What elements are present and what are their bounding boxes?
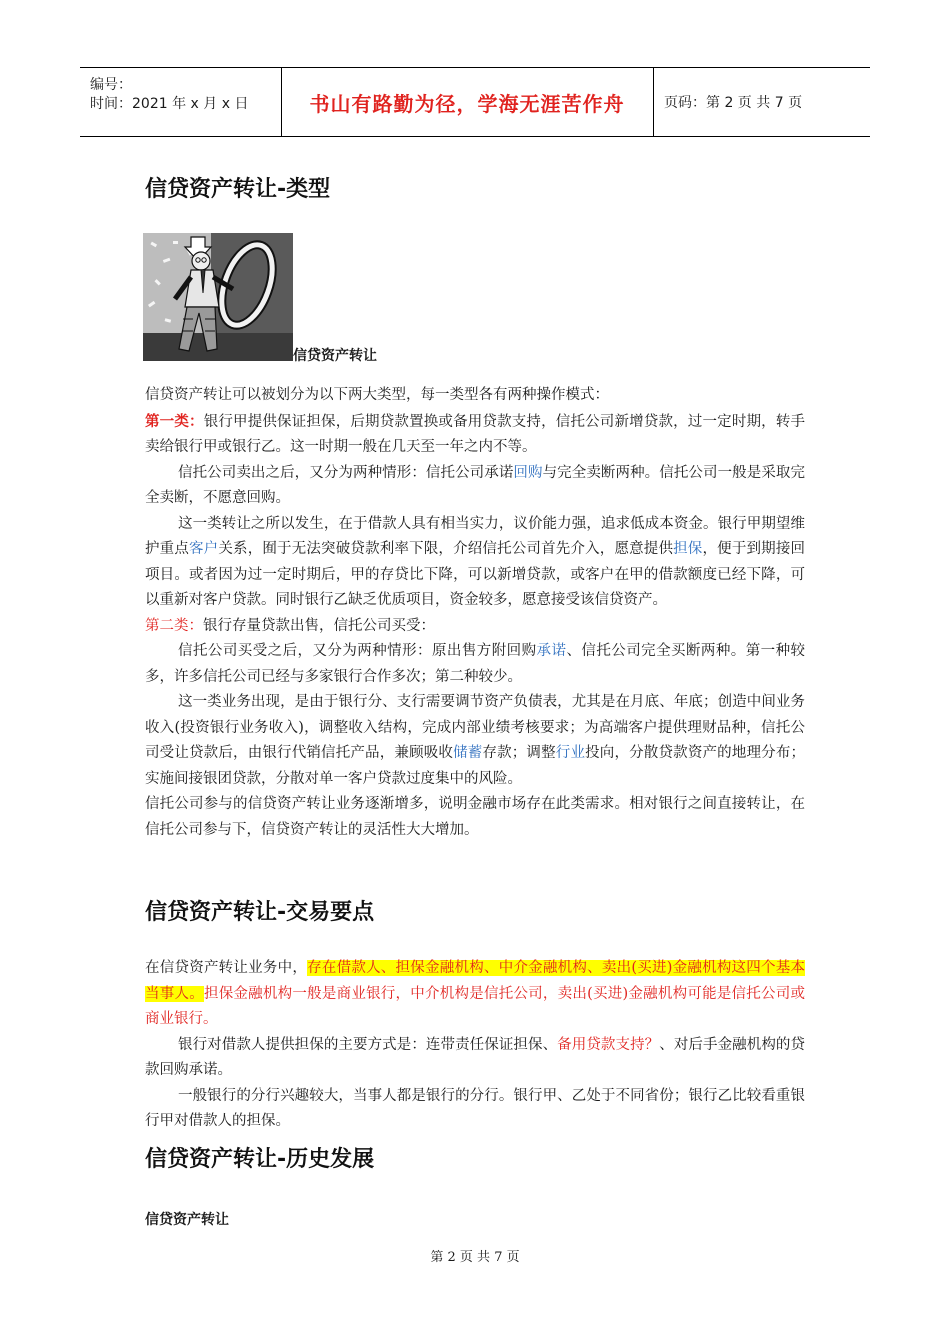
type1-label: 第一类： bbox=[145, 412, 204, 430]
red-text: 担保金融机构一般是商业银行，中介机构是信托公司，卖出(买进)金融机构可能是信托公司或商业银行。 bbox=[145, 985, 806, 1027]
text: ，便于到期接回项目。或者因为过一定时期后，甲的存贷比下降，可以新增贷款，或客户在甲的借款额度已经下降，可以重新对客户贷款。同时银行乙缺乏优质项目，资金较多，愿意接受该信贷资产。 bbox=[145, 541, 806, 608]
header-motto-cell bbox=[281, 68, 654, 136]
section1-body bbox=[145, 383, 805, 843]
text: 信托公司买受之后，又分为两种情形：原出售方附回购 bbox=[178, 643, 537, 659]
page-footer: 第 2 页 共 7 页 bbox=[430, 1250, 520, 1265]
text: 在信贷资产转让业务中， bbox=[145, 960, 308, 976]
header-meta bbox=[80, 68, 282, 136]
type2-label: 第二类： bbox=[145, 617, 203, 634]
section-heading-types: 信贷资产转让-类型 bbox=[145, 177, 331, 202]
date-label: 时间：2021 年 x 月 x 日 bbox=[90, 96, 249, 112]
page-header bbox=[80, 67, 870, 137]
text: 银行对借款人提供担保的主要方式是：连带责任保证担保、 bbox=[178, 1036, 558, 1053]
link-customer[interactable]: 客户 bbox=[189, 541, 219, 557]
section2-body bbox=[145, 956, 805, 1135]
text: 一般银行的分行兴趣较大，当事人都是银行的分行。银行甲、乙处于不同省份；银行乙比较看重银行甲对借款人的担保。 bbox=[145, 1087, 805, 1129]
red-text: 备用贷款支持？ bbox=[557, 1036, 660, 1053]
text: 、信托公司完全买断两种。第一种较多，许多信托公司已经与多家银行合作多次；第二种较少。 bbox=[145, 643, 806, 685]
type2-text: 银行存量贷款出售，信托公司买受： bbox=[203, 617, 435, 634]
paragraph bbox=[145, 792, 805, 843]
text: 与完全卖断两种。信托公司一般是采取完全卖断，不愿意回购。 bbox=[145, 464, 806, 506]
section-heading-history: 信贷资产转让-历史发展 bbox=[145, 1147, 375, 1172]
paragraph bbox=[145, 956, 805, 1033]
link-savings[interactable]: 储蓄 bbox=[453, 745, 483, 761]
section-heading-key-points: 信贷资产转让-交易要点 bbox=[145, 900, 375, 925]
subheading: 信贷资产转让 bbox=[145, 1212, 229, 1228]
text: 投向，分散贷款资产的地理分布；实施间接银团贷款，分散对单一客户贷款过度集中的风险。 bbox=[145, 745, 806, 787]
type1-text: 银行甲提供保证担保，后期贷款置换或备用贷款支持，信托公司新增贷款，过一定时期，转手卖给银行甲或银行乙。这一时期一般在几天至一年之内不等。 bbox=[145, 413, 806, 455]
text: 信托公司参与的信贷资产转让业务逐渐增多，说明金融市场存在此类需求。相对银行之间直接转让，在信托公司参与下，信贷资产转让的灵活性大大增加。 bbox=[145, 796, 805, 838]
text: 信托公司卖出之后，又分为两种情形：信托公司承诺 bbox=[178, 464, 514, 481]
text: 存款；调整 bbox=[482, 745, 556, 761]
intro-text: 信贷资产转让可以被划分为以下两大类型，每一类型各有两种操作模式： bbox=[145, 387, 609, 403]
cartoon-illustration bbox=[143, 233, 293, 361]
paragraph bbox=[145, 1033, 805, 1084]
link-repurchase[interactable]: 回购 bbox=[513, 464, 543, 481]
link-guarantee[interactable]: 担保 bbox=[673, 541, 703, 557]
text: 关系，囿于无法突破贷款利率下限，介绍信托公司首先介入，愿意提供 bbox=[218, 541, 674, 557]
paragraph bbox=[145, 461, 805, 512]
text: 、对后手金融机构的贷款回购承诺。 bbox=[145, 1036, 806, 1078]
figure-caption: 信贷资产转让 bbox=[293, 348, 377, 364]
highlighted-text: 存在借款人、担保金融机构、中介金融机构、卖出(买进)金融机构这四个基本当事人。 bbox=[145, 960, 806, 1002]
number-label: 编号： bbox=[90, 77, 132, 93]
paragraph bbox=[145, 383, 805, 409]
text: 这一类业务出现，是由于银行分、支行需要调节资产负债表，尤其是在月底、年底；创造中间业务收入(投资银行业务收入)，调整收入结构，完成内部业绩考核要求；为高端客户提供理财品种，信托公司受让贷款后，由银行代销信托产品，兼顾吸收 bbox=[145, 694, 805, 761]
paragraph bbox=[145, 1084, 805, 1135]
paragraph bbox=[145, 639, 805, 690]
text: 这一类转让之所以发生，在于借款人具有相当实力，议价能力强，追求低成本资金。银行甲期望维护重点 bbox=[145, 515, 805, 557]
link-commitment[interactable]: 承诺 bbox=[536, 643, 567, 659]
paragraph bbox=[145, 512, 805, 614]
paragraph bbox=[145, 409, 805, 461]
page-number-label: 页码：第 2 页 共 7 页 bbox=[664, 95, 803, 111]
paragraph bbox=[145, 690, 805, 792]
link-industry[interactable]: 行业 bbox=[555, 745, 586, 761]
paragraph bbox=[145, 614, 805, 640]
motto: 书山有路勤为径，学海无涯苦作舟 bbox=[309, 91, 625, 116]
